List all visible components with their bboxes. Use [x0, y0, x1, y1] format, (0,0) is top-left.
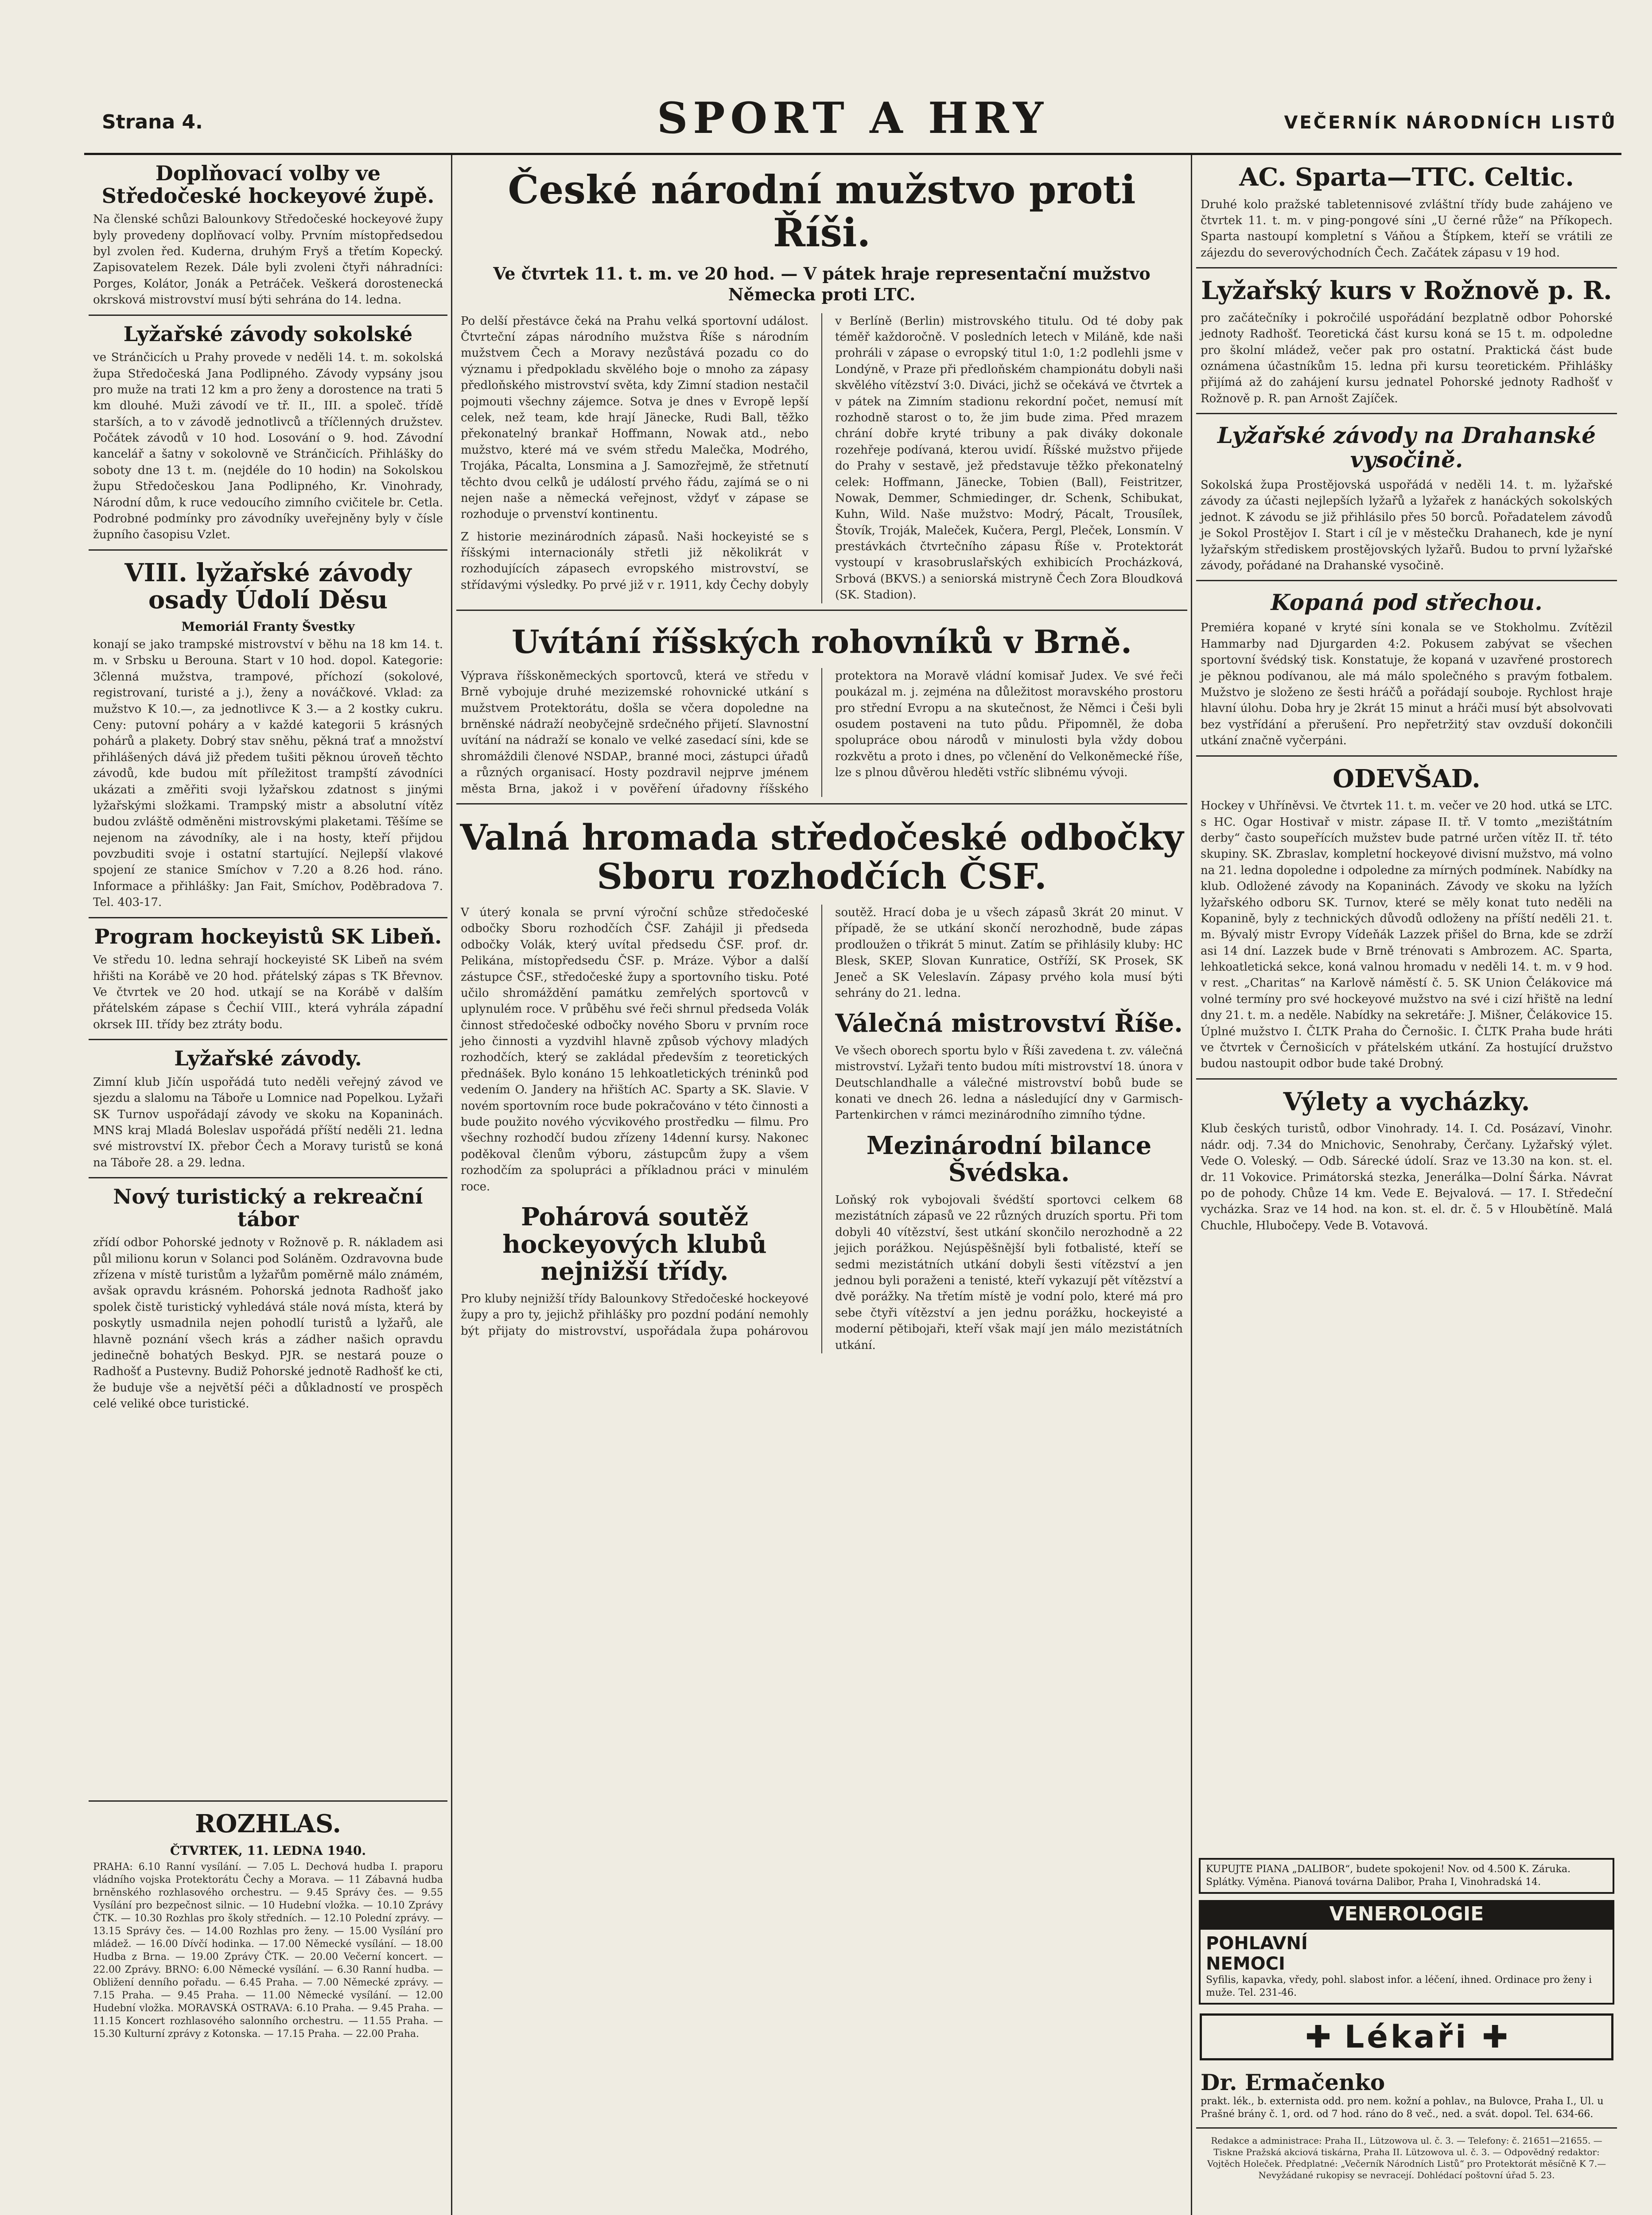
- article-subheading: Memoriál Franty Švestky: [181, 619, 355, 634]
- doctor-details: prakt. lék., b. externista odd. pro nem. kožní a pohlav., na Bulovce, Praha I., Ul. u Prašné brány č. 1, ord. od 7 hod. ráno do 8 več., ned. a svát. dopol. Tel. 634-66.: [1201, 2096, 1604, 2120]
- imprint: Redakce a administrace: Praha II., Lützowova ul. č. 3. — Telefony: č. 21651—21655. — Tiskne Pražská akciová tiskárna, Praha II. Lützowova ul. č. 3. — Odpovědný redaktor: Vojtěch Holeček. Předplatné: „Večerník Národních Listů“ pro Protektorát měsíčně K 7.— Nevyžádané rukopisy se nevracejí. Dohlédací poštovní úřad 5. 23.: [1207, 2135, 1606, 2180]
- article-text: V úterý konala se první výroční schůze středočeské odbočky Sboru rozhodčích ČSF. Zahájil ji předseda odbočky Volák, který uvítal předsedu ČSF. prof. dr. Pelikána, místopředsedu ČSF. p. Mráze. Výbor a další zástupce ČSF., středočeské župy a sportovního tisku. Poté učilo shromáždění památku zemřelých sportovců v uplynulém roce. V průběhu své řeči shrnul předseda Volák činnost středočeské odbočky nového Sboru v prvním roce jeho činnosti a vyzdvihl hlavně způsob výchovy mladých rozhodčích, který se zakládal především z teoretických přednášek. Bylo konáno 15 lehkoatletických tréninků pod vedením O. Jandery na hřištích AC. Sparty a SK. Slavie. V novém sportovním roce bude pokračováno v této činnosti a bude použito nového výcvikového prostředku — filmu. Pro všechny rozhodčí budou zřízeny 14denní kursy. Nakonec poděkoval členům výboru, zástupcům župy a všem rozhodčím za spolupráci a příkladnou práci v minulém roce.: [461, 905, 809, 1193]
- column-center: [456, 155, 1187, 2215]
- article-text: Na členské schůzi Balounkovy Středočeské hockeyové župy byly provedeny doplňovací volby. Prvním místopředsedou byl zvolen řed. Kuderna, druhým Fryš a třetím Kopecký. Zapisovatelem Rezek. Dále byli zvoleni čtyři náhradníci: Porges, Kolátor, Jonák a Petráček. Veškerá dorostenecká okrsková mistrovství musí býti sehrána do 14. ledna.: [93, 213, 443, 307]
- main-subheadline: Ve čtvrtek 11. t. m. ve 20 hod. — V pátek hraje representační mužstvo Německa proti LTC.: [493, 263, 1151, 305]
- divider: [89, 1039, 447, 1040]
- divider: [1196, 580, 1617, 581]
- article-headline: Lyžařské závody na Drahanské vysočině.: [1217, 422, 1596, 473]
- divider: [89, 315, 447, 316]
- article-text: Po delší přestávce čeká na Prahu velká sportovní událost. Čtvrteční zápas národního mužstva Říše s národním mužstvem Čech a Moravy nezůstává pozadu co do významu i předpokladu skvělého boje o mnoho za zápasy předloňského mistrovství světa, kdy Zimní stadion nestačil pojmouti všechny zájemce. Sotva je dnes v Evropě lepší celek, než team, kde hrají Jänecke, Rudi Ball, těžko překonatelný brankař Hoffmann, Nowak atd., nebo mužstvo, které má ve svém středu Malečka, Modrého, Trojáka, Pácalta, Lonsmina a J. Samozřejmě, že střetnutí těchto dvou celků je událostí prvého řádu, zajímá se o ni nejen naše a německá veřejnost, vždyť v zápase se rozhoduje o prvenství kontinentu.: [461, 314, 809, 521]
- doctors-title: Lékaři: [1344, 2019, 1469, 2056]
- doctor-ad: [1201, 2069, 1613, 2121]
- article-headline: Mezinárodní bilance Švédska.: [866, 1131, 1152, 1188]
- article-text: Zimní klub Jičín uspořádá tuto neděli veřejný závod ve sjezdu a slalomu na Táboře u Lomnice nad Popelkou. Lyžaři SK Turnov uspořádají závody ve skoku na Kopaninách. MNS kraj Mladá Boleslav uspořádá příští neděli 21. ledna své mistrovství IX. přebor Čech a Moravy turistů se koná na Táboře 28. a 29. ledna.: [93, 1075, 443, 1170]
- article-headline: Kopaná pod střechou.: [1271, 589, 1543, 616]
- cross-icon: ✚: [1482, 2019, 1508, 2056]
- article-text: Druhé kolo pražské tabletennisové zvláštní třídy bude zahájeno ve čtvrtek 11. t. m. v ping-pongové síni „U černé růže“ na Příkopech. Sparta nastoupí kompletní s Váňou a Štípkem, kteří se vrátili ze zájezdu do severovýchodních Čech. Začátek zápasu v 19 hod.: [1201, 198, 1613, 260]
- divider: [89, 917, 447, 918]
- main-headline: České národní mužstvo proti Říši.: [508, 167, 1136, 256]
- article-body: [456, 905, 1187, 1353]
- article-headline: AC. Sparta—TTC. Celtic.: [1239, 163, 1574, 192]
- ad-text: Syfilis, kapavka, vředy, pohl. slabost infor. a léčení, ihned. Ordinace pro ženy i muže. Tel. 231-46.: [1206, 1974, 1592, 1998]
- article-headline: Válečná mistrovství Říše.: [835, 1009, 1183, 1038]
- doctor-name: Dr. Ermačenko: [1201, 2069, 1385, 2096]
- section-title: SPORT A HRY: [657, 93, 1049, 143]
- radio-title: ROZHLAS.: [195, 1809, 341, 1838]
- article-headline: Doplňovací volby ve Středočeské hockeyové župě.: [101, 161, 435, 208]
- column-left: [89, 155, 447, 1794]
- page-header: [84, 93, 1621, 159]
- article-headline: Nový turistický a rekreační tábor: [113, 1185, 423, 1231]
- article-headline: VIII. lyžařské závody osady Údolí Děsu: [124, 558, 412, 615]
- article-text: ve Stránčicích u Prahy provede v neděli 14. t. m. sokolská župa Středočeská Jana Podlipného. Závody vypsány jsou pro muže na trati 12 km a pro ženy a dorostence na trati 5 km dlouhé. Muži závodí ve tř. II., III. a společ. třídě starších, a to v závodě jednotlivců a tříčlenných družstev. Počátek závodů v 10 hod. Losování o 9. hod. Závodní kancelář a šatny v sokolovně ve Stránčicích. Přihlášky do soboty dne 13 t. m. (nejdéle do 10 hodin) na Sokolskou župu Středočeskou Jana Podlipného, Kr. Vinohrady, Národní dům, k ruce vedoucího zimního cvičitele br. Cetla. Podrobné podmínky pro závodníky uveřejněny byly v čísle župního časopisu Vzlet.: [93, 351, 443, 542]
- article-headline: Uvítání říšských rohovníků v Brně.: [511, 622, 1132, 661]
- article-text: Pro kluby nejnižší třídy Balounkovy Středočeské hockeyové župy a pro ty, jejichž přihlášky pro pozdní podání nemohly být přijaty do mistrovství, uspořádala župa pohárovou soutěž. Hrací doba je u všech zápasů 3krát 20 minut. V případě, že se utkání skončí nerozhodně, bude zápas prodloužen o třikrát 5 minut. Zatím se přihlásily kluby: HC Blesk, SKEP, Slovan Kunratice, Ostříží, SK Prosek, SK Jeneč a SK Veleslavín. Zápasy prvého kola musí býti sehrány do 21. ledna.: [461, 905, 1183, 1338]
- article-body: [456, 313, 1187, 603]
- article-text: pro začátečníky i pokročilé uspořádání bezplatně odbor Pohorské jednoty Radhošť. Teoretická část kursu koná se 15 t. m. odpoledne pro školní mládež, večer pak pro ostatní. Praktická část bude oznámena účastníkům 15. ledna při kursu teoretickém. Přihlášky přijímá až do zahájení kursu jednatel Pohorské jednoty Radhošť v Rožnově p. R. pan Arnošt Zajíček.: [1201, 311, 1613, 405]
- article-text: Klub českých turistů, odbor Vinohrady. 14. I. Cd. Posázaví, Vinohr. nádr. odj. 7.34 do Mnichovic, Senohraby, Čerčany. Lyžařský výlet. Vede O. Voleský. — Odb. Sárecké údolí. Sraz ve 13.30 na kon. st. el. dr. 11 Vokovice. Primátorská stezka, Jenerálka—Dolní Šárka. Návrat po de pohody. Chůze 14 km. Vede E. Bejvalová. — 17. I. Středeční vycházka. Sraz ve 14 hod. na kon. st. el. dr. č. 5 v Hloubětíně. Malá Chuchle, Hlubočepy. Vede B. Votavová.: [1201, 1122, 1613, 1232]
- article-body: [456, 668, 1187, 797]
- divider: [456, 610, 1187, 611]
- article-headline: Lyžařské závody sokolské: [123, 322, 413, 346]
- article-text: Premiéra kopané v kryté síni konala se ve Stokholmu. Zvítězil Hammarby nad Djurgarden 4:2. Pokusem zabývat se všechen sportovní švédský tisk. Konstatuje, že kopaná v uzavřené prostorech je pěknou podívanou, ale má málo společného s pravým fotbalem. Mužstvo je složeno ze šesti hráčů a pořádají souboje. Rychlost hraje hlavní úlohu. Doba hry je 2krát 15 minut a hráči musí být absolvovati bez vystřídání a přerušení. Pro nepřetržitý stav ovzduší dokončili utkání značně vyčerpáni.: [1201, 621, 1613, 748]
- article-headline: Pohárová soutěž hockeyových klubů nejnižší třídy.: [502, 1202, 767, 1286]
- article-text: Sokolská župa Prostějovská uspořádá v neděli 14. t. m. lyžařské závody za účasti nejlepších lyžařů a lyžařek z hanáckých sokolských jednot. K závodu se již přihlásilo přes 50 borců. Pořadatelem závodů je Sokol Prostějov I. Start i cíl je v městečku Drahanech, kde je nyní lyžařským střediskem prostějovských lyžařů. Budou to první lyžařské závody, pořádané na Drahanské vysočině.: [1201, 478, 1613, 573]
- column-divider: [451, 155, 452, 2215]
- ad-venerology: [1199, 1928, 1614, 2005]
- cross-icon: ✚: [1305, 2019, 1331, 2056]
- divider: [456, 803, 1187, 804]
- ad-word: POHLAVNÍ: [1206, 1933, 1308, 1954]
- article-headline: Výlety a vycházky.: [1283, 1087, 1530, 1116]
- page-number: Strana 4.: [102, 111, 203, 133]
- doctors-banner: [1200, 2013, 1613, 2060]
- column-divider: [1191, 155, 1192, 2215]
- ad-piano: [1199, 1858, 1614, 1894]
- article-text: Hockey v Uhříněvsi. Ve čtvrtek 11. t. m. večer ve 20 hod. utká se LTC. s HC. Ogar Hostivař v mistr. zápase II. tř. V tomto „mezištátním derby“ často soupeřících mužstev bude patrné určen vítěz II. tř. této skupiny. SK. Zbraslav, kompletní hockeyové divisní mužstvo, má volno na 21. ledna dopoledne i odpoledne za mírných podmínek. Nabídky na klub. Odložené závody na Kopaninách. Závody ve skoku na lyžích lyžařského odboru SK. Turnov, které se měly konat tuto neděli na Kopanině, byly z technických důvodů odloženy na příští neděli 21. t. m. Bývalý mistr Evropy Vídeňák Lazzek přišel do Brna, kde se zdrží asi 14 dní. Lazzek bude v Brně trénovati s Ambrozem. AC. Sparta, lehkoatletická sekce, koná valnou hromadu v neděli 14. t. m. v 9 hod. v rest. „Charitas“ na Karlově náměstí č. 5. SK Union Čelákovice má volné termíny pro své hockeyové mužstvo na své i cizí hřiště na lední dny 21. t. m. a neděle. Nabídky na sekretáře: J. Mišner, Čelákovice 15. Úplné mužstvo I. ČLTK Praha do Černošic. I. ČLTK Praha bude hráti ve čtvrtek v Černošicích v přátelském utkání. Za hostující družstvo budou nastoupit odbor bude také Drobný.: [1201, 799, 1613, 1071]
- divider: [89, 1800, 447, 1802]
- article-headline: Lyžařský kurs v Rožnově p. R.: [1201, 276, 1612, 306]
- article-text: Ve všech oborech sportu bylo v Říši zavedena t. zv. válečná mistrovství. Lyžaři tento budou míti mistrovství 18. února v Deutschlandhalle a válečné mistrovství bobů bude se konati ve dnech 26. ledna a následující dny v Garmisch-Partenkirchen v rámci mezinárodního zimního týdne.: [835, 1044, 1183, 1122]
- ad-venerology-title: VENEROLOGIE: [1199, 1900, 1614, 1928]
- article-text: Ve středu 10. ledna sehrají hockeyisté SK Libeň na svém hřišti na Korábě ve 20 hod. přátelský zápas s TK Břevnov. Ve čtvrtek ve 20 hod. utkají se na Korábě v dalším přátelském zápase s Čechií VIII., která vyhrála západní okrsek III. třídy bez ztráty bodu.: [93, 953, 443, 1031]
- divider: [1196, 2127, 1617, 2129]
- radio-listing: PRAHA: 6.10 Ranní vysílání. — 7.05 L. Dechová hudba I. praporu vládního vojska Protektorátu Čechy a Morava. — 11 Zábavná hudba brněnského rozhlasového orchestru. — 9.45 Správy čes. — 9.55 Vysílání pro bezpečnost silnic. — 10 Hudební vložka. — 10.10 Zprávy ČTK. — 10.30 Rozhlas pro školy středních. — 12.10 Polední zprávy. — 13.15 Správy čes. — 14.00 Rozhlas pro ženy. — 15.00 Vysílání pro mládež. — 16.00 Dívčí hodinka. — 17.00 Německé vysílání. — 18.00 Hudba z Brna. — 19.00 Zprávy ČTK. — 20.00 Večerní koncert. — 22.00 Zprávy. BRNO: 6.00 Německé vysílání. — 6.30 Ranní hudba. — Obližení denního pořadu. — 6.45 Praha. — 7.00 Německé zprávy. — 7.15 Praha. — 9.45 Praha. — 11.00 Německé vysílání. — 12.00 Hudební vložka. MORAVSKÁ OSTRAVA: 6.10 Praha. — 9.45 Praha. — 11.15 Koncert rozhlasového salonního orchestru. — 11.55 Praha. — 15.30 Kulturní zprávy z Kotonska. — 17.15 Praha. — 22.00 Praha.: [93, 1861, 443, 2040]
- paper-name: VEČERNÍK NÁRODNÍCH LISTŮ: [1284, 113, 1617, 133]
- divider: [1196, 755, 1617, 757]
- ads-area: [1196, 1852, 1617, 2215]
- ad-text: KUPUJTE PIANA „DALIBOR“, budete spokojeni! Nov. od 4.500 K. Záruka. Splátky. Výměna. Pianová továrna Dalibor, Praha I, Vinohradská 14.: [1206, 1864, 1571, 1888]
- divider: [1196, 1078, 1617, 1080]
- ad-word: NEMOCI: [1206, 1954, 1285, 1974]
- article-text: konají se jako trampské mistrovství v běhu na 18 km 14. t. m. v Srbsku u Berouna. Start v 10 hod. dopol. Kategorie: 3členná mužstva, trampové, příchozí (sokolové, registrovaní, turisté a j.), ženy a nováčkové. Vklad: za mužstvo K 10.—, za jednotlivce K 3.— a 2 kostky cukru. Ceny: putovní poháry a v každé kategorii 5 krásných pohárů a plakety. Dobrý stav sněhu, pěkná trať a množství přihlášených dává již předem tušiti pěknou úroveň těchto závodů, kde budou mít příležitost trampští závodníci ukázati a změřiti svoji lyžařskou zdatnost s jinými lyžařskými složkami. Trampský mistr a absolutní vítěz budou zvláště odměněni mistrovskými plaketami. Těšíme se nejenom na závodníky, ale i na hosty, kteří přijdou povzbuditi svoje i ostatní startující. Nejlepší vlakové spojení ze stanice Smíchov v 7.20 a 8.26 hod. ráno. Informace a přihlášky: Jan Fait, Smíchov, Poděbradova 7. Tel. 403-17.: [93, 638, 443, 909]
- radio-date: ČTVRTEK, 11. LEDNA 1940.: [170, 1843, 366, 1858]
- column-right: [1196, 155, 1617, 1852]
- divider: [89, 549, 447, 551]
- divider: [89, 1177, 447, 1178]
- article-text: Loňský rok vybojovali švédští sportovci celkem 68 mezistátních zápasů ve 22 různých druzích sportu. Při tom dobyli 40 vítězství, šest utkání skončilo nerozhodně a 22 jejich porážkou. Nejúspěšnější byli fotbalisté, kteří se sedmi mezistátních utkání dobyli šesti vítězství a jen jednou byli poraženi a tenisté, kteří vykazují pět vítězství a dvě porážky. Na třetím místě je vodní polo, které má pro sebe čtyři vítězství a jen jednu porážku, hockeyisté a moderní pětibojaři, kteří však mají jen málo mezistátních utkání.: [835, 1193, 1183, 1352]
- article-headline: Program hockeyistů SK Libeň.: [94, 924, 442, 948]
- article-text: zřídí odbor Pohorské jednoty v Rožnově p. R. nákladem asi půl milionu korun v Solanci pod Soláněm. Ozdravovna bude zřízena v místě turistům a lyžařům poměrně málo známém, avšak opravdu krásném. Pohorská jednota Radhošť jako spolek čistě turistický vyhledává stále nová místa, která by poskytly usmadnila nejen pohodlí turistů a lyžařů, ale hlavně poznání všech krás a zádher našich opravdu jedinečně bohatých Beskyd. PJR. se nestará pouze o Radhošť a Pustevny. Budiž Pohorské jednotě Radhošť ke cti, že buduje vše a největší péči a důkladností ve prospěch celé veliké obce turistické.: [93, 1236, 443, 1411]
- article-headline: Valná hromada středočeské odbočky Sboru rozhodčích ČSF.: [460, 816, 1184, 897]
- article-headline: Lyžařské závody.: [174, 1046, 362, 1071]
- divider: [1196, 267, 1617, 268]
- divider: [1196, 413, 1617, 414]
- article-headline: ODEVŠAD.: [1333, 764, 1481, 793]
- radio-program: [89, 1794, 447, 2215]
- article-text: Z historie mezinárodních zápasů. Naši hockeyisté se s říšskými internacionály střetli již několikrát v rozhodujících zápasech evropského mistrovství, se střídavými výsledky. Po prvé již v r. 1911, kdy Čechy dobyly v Berlíně (Berlin) mistrovského titulu. Od té doby pak téměř každoročně. V posledních letech v Miláně, kde naši prohráli v zápase o evropský titul 1:0, 1:2 podlehli jsme v Londýně, v Praze při předloňském championátu dobyli naši skvělého vítězství 3:0. Diváci, jichž se očekává ve čtvrtek a v pátek na Zimním stadionu rekordní počet, nemusí mít rozhodně starost o to, že jim bude zima. Před mrazem chrání dobře kryté tribuny a pak diváky dokonale rozehřeje podívaná, kterou uvidí. Říšské mužstvo přijede do Prahy v sestavě, jež představuje těžko překonatelný celek: Hoffmann, Jänecke, Tobien (Ball), Feistritzer, Nowak, Demmer, Schmiedinger, dr. Schenk, Schibukat, Kuhn, Wild. Naše mužstvo: Modrý, Pácalt, Trousílek, Štovík, Troják, Maleček, Kučera, Pergl, Pleček, Lonsmín. V prestávkách čtvrtečního zápasu Říše v. Protektorát vystoupí v krasobruslařských exhibicích Procházková, Srbová (BKVS.) a seniorská mistryně Čech Zora Bloudková (SK. Stadion).: [461, 314, 1183, 602]
- article-text: Výprava říšskoněmeckých sportovců, která ve středu v Brně vybojuje druhé mezizemské rohovnické utkání s mužstvem Protektorátu, došla se včera dopoledne na brněnské nádraží neobyčejně srdečného přijetí. Slavnostní uvítání na nádraží se konalo ve velké zasedací síni, kde se shromáždili členové NSDAP., branné moci, zástupci úřadů a různých organisací. Hosty pozdravil nejprve jménem města Brna, jakož i v pověření úřadovny říšského protektora na Moravě vládní komisař Judex. Ve své řeči poukázal m. j. zejména na důležitost moravského prostoru pro střední Evropu a na skutečnost, že Němci i Češi byli osudem postaveni na tuto půdu. Připomněl, že doba spolupráce obou národů v minulosti byla vždy dobou rozkvětu a proto i dnes, po včlenění do Velkoněmecké říše, lze s plnou důvěrou hleděti vstříc slibnému vývoji.: [461, 669, 1183, 796]
